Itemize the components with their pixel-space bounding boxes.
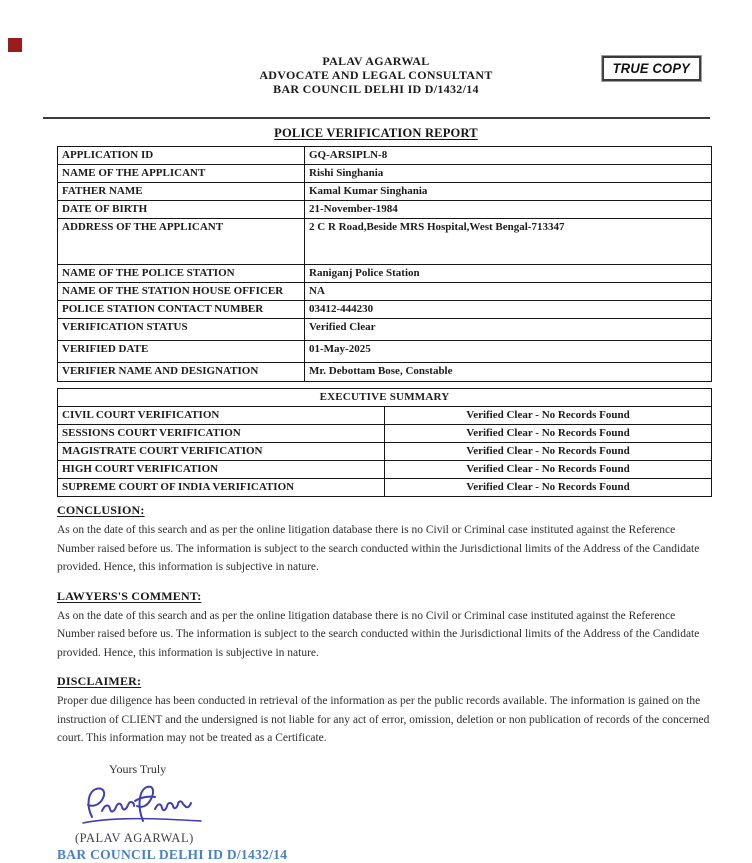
table-row bbox=[58, 363, 712, 382]
row-label: VERIFIER NAME AND DESIGNATION bbox=[58, 363, 305, 382]
table-row bbox=[58, 183, 712, 201]
table-row bbox=[58, 319, 712, 341]
section-body: Proper due diligence has been conducted in retrieval of the information as per the public records available. The information is gained on the instruction of CLIENT and the undersigned is not liable for any act of error, omission, deletion or non publication of records of the concerned court. This information may not be treated as a Certificate. bbox=[57, 695, 710, 744]
section-conclusion bbox=[57, 503, 712, 577]
executive-summary-header-row bbox=[58, 389, 712, 407]
row-label: MAGISTRATE COURT VERIFICATION bbox=[58, 443, 385, 461]
row-label: SUPREME COURT OF INDIA VERIFICATION bbox=[58, 479, 385, 497]
row-label: ADDRESS OF THE APPLICANT bbox=[58, 219, 305, 265]
section-body: As on the date of this search and as per the online litigation database there is no Civil or Criminal case instituted against the Reference Number raised before us. The information is subject to the search conducted within the Jurisdictional limits of the Address of the Candidate provided. Hence, this information is subjective in nature. bbox=[57, 609, 700, 659]
row-label: POLICE STATION CONTACT NUMBER bbox=[58, 301, 305, 319]
row-value: 21-November-1984 bbox=[305, 201, 712, 219]
table-row bbox=[58, 165, 712, 183]
signer-bar-council-id: BAR COUNCIL DELHI ID D/1432/14 bbox=[57, 846, 288, 862]
row-value: Rishi Singhania bbox=[305, 165, 712, 183]
row-value: NA bbox=[305, 283, 712, 301]
table-row bbox=[58, 283, 712, 301]
signature-image bbox=[77, 782, 207, 828]
row-value: Raniganj Police Station bbox=[305, 265, 712, 283]
table-row bbox=[58, 265, 712, 283]
row-label: APPLICATION ID bbox=[58, 147, 305, 165]
table-row bbox=[58, 479, 712, 497]
row-label: CIVIL COURT VERIFICATION bbox=[58, 407, 385, 425]
section-heading: DISCLAIMER: bbox=[57, 674, 142, 688]
table-row bbox=[58, 219, 712, 265]
table-row bbox=[58, 341, 712, 363]
row-label: NAME OF THE APPLICANT bbox=[58, 165, 305, 183]
row-value: Verified Clear - No Records Found bbox=[385, 407, 712, 425]
closing-text: Yours Truly bbox=[109, 761, 167, 776]
row-label: SESSIONS COURT VERIFICATION bbox=[58, 425, 385, 443]
document-body bbox=[57, 146, 712, 863]
letterhead bbox=[0, 0, 752, 96]
letterhead-name: PALAV AGARWAL bbox=[322, 54, 430, 68]
row-value: GQ-ARSIPLN-8 bbox=[305, 147, 712, 165]
row-label: NAME OF THE POLICE STATION bbox=[58, 265, 305, 283]
report-table bbox=[57, 146, 712, 382]
section-disclaimer bbox=[57, 674, 712, 748]
signer-name: (PALAV AGARWAL) bbox=[75, 830, 194, 845]
table-row bbox=[58, 425, 712, 443]
table-row bbox=[58, 201, 712, 219]
row-label: NAME OF THE STATION HOUSE OFFICER bbox=[58, 283, 305, 301]
executive-summary-table bbox=[57, 388, 712, 497]
letterhead-bar-council-id: BAR COUNCIL DELHI ID D/1432/14 bbox=[273, 82, 479, 96]
row-value: Verified Clear - No Records Found bbox=[385, 425, 712, 443]
table-row bbox=[58, 407, 712, 425]
section-body: As on the date of this search and as per the online litigation database there is no Civil or Criminal case instituted against the Reference Number raised before us. The information is subject to the search conducted within the Jurisdictional limits of the Address of the Candidate provided. Hence, this information is subjective in nature. bbox=[57, 524, 700, 573]
row-value: Verified Clear - No Records Found bbox=[385, 479, 712, 497]
row-value: Verified Clear bbox=[305, 319, 712, 341]
row-value: 2 C R Road,Beside MRS Hospital,West Bengal-713347 bbox=[305, 219, 712, 265]
row-value: Kamal Kumar Singhania bbox=[305, 183, 712, 201]
table-row bbox=[58, 301, 712, 319]
table-row bbox=[58, 443, 712, 461]
row-value: Mr. Debottam Bose, Constable bbox=[305, 363, 712, 382]
row-value: 03412-444230 bbox=[305, 301, 712, 319]
header-divider bbox=[43, 117, 710, 119]
section-lawyers-comment bbox=[57, 589, 712, 663]
section-heading: CONCLUSION: bbox=[57, 503, 145, 517]
table-row bbox=[58, 147, 712, 165]
corner-mark bbox=[8, 38, 22, 52]
true-copy-stamp: TRUE COPY bbox=[603, 56, 701, 81]
row-value: Verified Clear - No Records Found bbox=[385, 461, 712, 479]
row-value: 01-May-2025 bbox=[305, 341, 712, 363]
row-label: VERIFIED DATE bbox=[58, 341, 305, 363]
row-label: FATHER NAME bbox=[58, 183, 305, 201]
table-row bbox=[58, 461, 712, 479]
row-value: Verified Clear - No Records Found bbox=[385, 443, 712, 461]
row-label: VERIFICATION STATUS bbox=[58, 319, 305, 341]
row-label: HIGH COURT VERIFICATION bbox=[58, 461, 385, 479]
executive-summary-title: EXECUTIVE SUMMARY bbox=[58, 389, 712, 407]
row-label: DATE OF BIRTH bbox=[58, 201, 305, 219]
section-heading: LAWYERS'S COMMENT: bbox=[57, 588, 202, 603]
page-title: POLICE VERIFICATION REPORT bbox=[274, 126, 478, 140]
letterhead-designation: ADVOCATE AND LEGAL CONSULTANT bbox=[259, 68, 493, 82]
